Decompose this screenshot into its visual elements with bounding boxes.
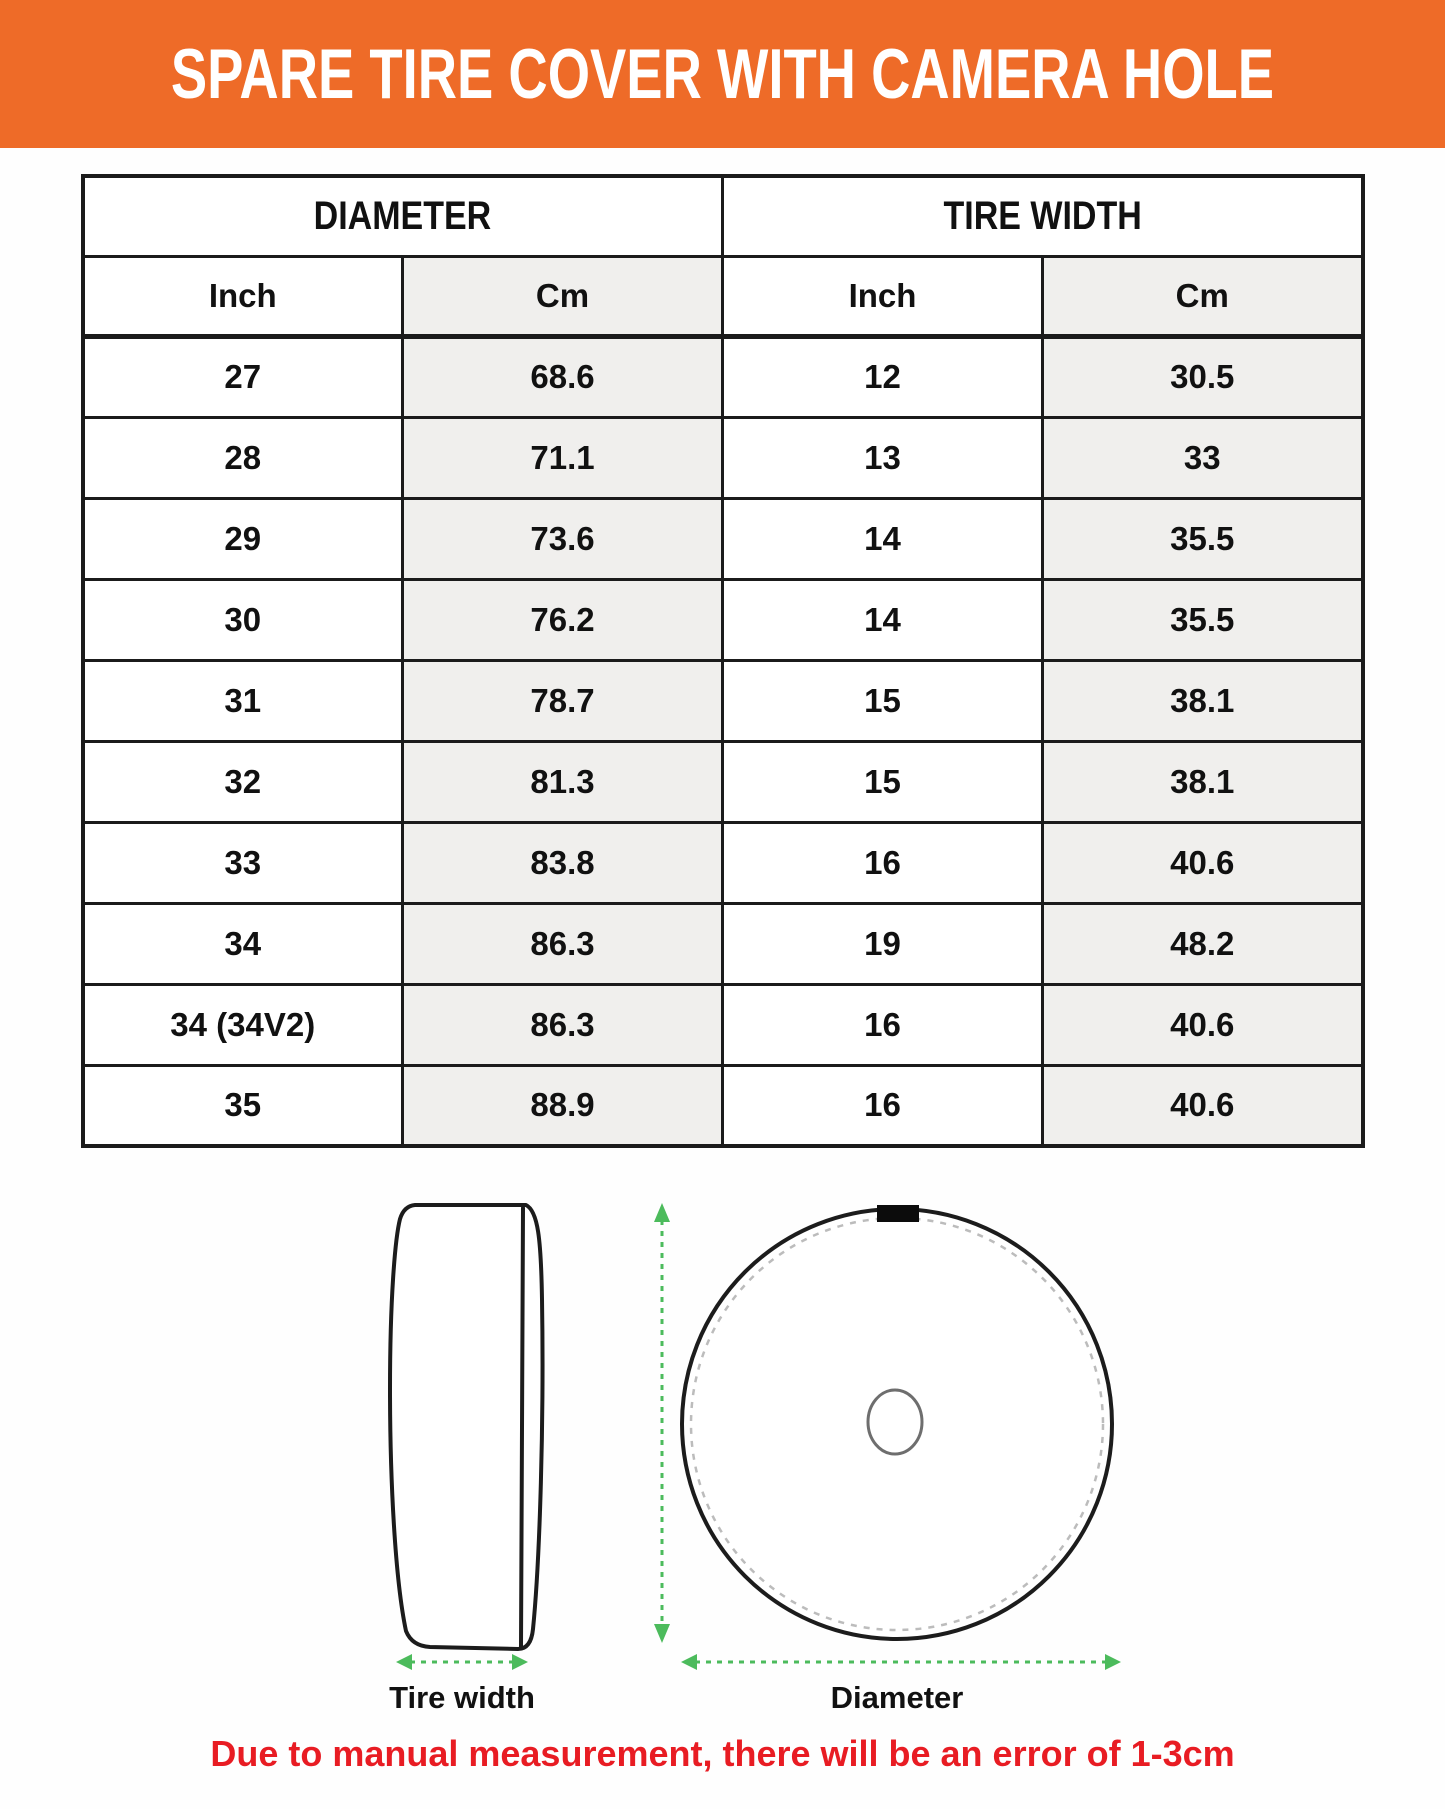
size-table (81, 174, 1365, 1148)
table-row (83, 417, 1363, 498)
cell-cm: 30.5 (1043, 336, 1363, 417)
cell-cm: 68.6 (403, 336, 723, 417)
cell-inch: 16 (723, 984, 1043, 1065)
arrow-left-icon (681, 1654, 697, 1670)
arrow-up-icon (654, 1203, 670, 1222)
subheader-width-inch: Inch (723, 256, 1043, 336)
cell-inch: 34 (34V2) (83, 984, 403, 1065)
cell-cm: 71.1 (403, 417, 723, 498)
table-row (83, 498, 1363, 579)
subheader-diameter-cm: Cm (403, 256, 723, 336)
cell-cm: 86.3 (403, 903, 723, 984)
cell-inch: 32 (83, 741, 403, 822)
tire-diagram (0, 1148, 1445, 1723)
cell-inch: 30 (83, 579, 403, 660)
title-banner (0, 0, 1445, 148)
cell-inch: 34 (83, 903, 403, 984)
subheader-width-cm: Cm (1043, 256, 1363, 336)
column-group-diameter: DIAMETER (83, 176, 723, 256)
cell-cm: 86.3 (403, 984, 723, 1065)
table-row (83, 903, 1363, 984)
camera-hole (868, 1390, 922, 1454)
cell-inch: 28 (83, 417, 403, 498)
subheader-diameter-inch: Inch (83, 256, 403, 336)
table-row (83, 1065, 1363, 1146)
size-table-body (83, 336, 1363, 1146)
cell-cm: 83.8 (403, 822, 723, 903)
arrow-right-icon (1105, 1654, 1121, 1670)
cell-inch: 14 (723, 579, 1043, 660)
measurement-disclaimer: Due to manual measurement, there will be an error of 1-3cm (210, 1733, 1235, 1774)
cell-inch: 13 (723, 417, 1043, 498)
tire-front-view (682, 1205, 1112, 1639)
column-group-tire-width: TIRE WIDTH (723, 176, 1363, 256)
cell-inch: 15 (723, 741, 1043, 822)
table-row (83, 336, 1363, 417)
cell-inch: 14 (723, 498, 1043, 579)
cell-inch: 35 (83, 1065, 403, 1146)
tire-side-inner-edge (521, 1208, 523, 1647)
diameter-measure (681, 1654, 1121, 1715)
cell-inch: 15 (723, 660, 1043, 741)
table-group-header-row (83, 176, 1363, 256)
cell-cm: 78.7 (403, 660, 723, 741)
table-row (83, 579, 1363, 660)
arrow-down-icon (654, 1624, 670, 1643)
cell-inch: 16 (723, 822, 1043, 903)
cell-cm: 81.3 (403, 741, 723, 822)
cell-inch: 12 (723, 336, 1043, 417)
cell-cm: 38.1 (1043, 741, 1363, 822)
table-subheader-row (83, 256, 1363, 336)
tire-side-view (390, 1205, 543, 1649)
vertical-measure-arrow (654, 1203, 670, 1643)
arrow-right-icon (512, 1654, 528, 1670)
top-strap (877, 1205, 919, 1222)
cell-cm: 88.9 (403, 1065, 723, 1146)
tire-width-measure (389, 1654, 535, 1715)
table-row (83, 660, 1363, 741)
cell-cm: 35.5 (1043, 498, 1363, 579)
table-row (83, 741, 1363, 822)
cell-inch: 31 (83, 660, 403, 741)
cell-inch: 27 (83, 336, 403, 417)
cell-cm: 76.2 (403, 579, 723, 660)
cell-cm: 35.5 (1043, 579, 1363, 660)
cell-cm: 33 (1043, 417, 1363, 498)
cell-inch: 16 (723, 1065, 1043, 1146)
cell-inch: 29 (83, 498, 403, 579)
cell-cm: 40.6 (1043, 984, 1363, 1065)
cell-cm: 73.6 (403, 498, 723, 579)
diameter-label: Diameter (830, 1680, 964, 1715)
cell-inch: 19 (723, 903, 1043, 984)
table-row (83, 984, 1363, 1065)
page-title: SPARE TIRE COVER WITH CAMERA HOLE (170, 34, 1275, 114)
tire-width-label: Tire width (389, 1680, 535, 1715)
cell-inch: 33 (83, 822, 403, 903)
cell-cm: 40.6 (1043, 1065, 1363, 1146)
cell-cm: 38.1 (1043, 660, 1363, 741)
table-row (83, 822, 1363, 903)
arrow-left-icon (396, 1654, 412, 1670)
cell-cm: 40.6 (1043, 822, 1363, 903)
cell-cm: 48.2 (1043, 903, 1363, 984)
